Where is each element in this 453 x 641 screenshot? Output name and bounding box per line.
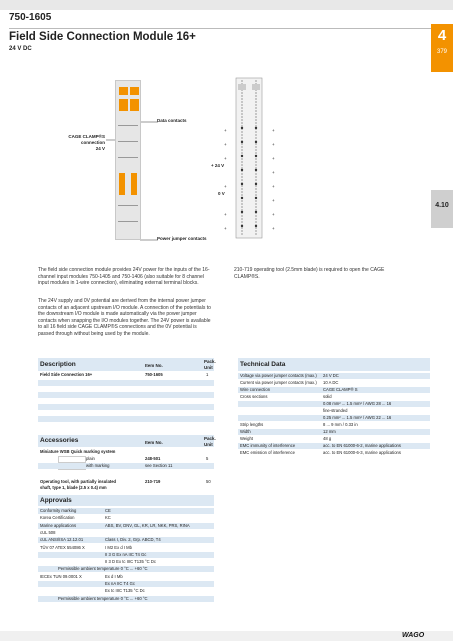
tech-key: EMC emission of interference <box>240 450 295 455</box>
approvals-heading: Approvals <box>40 497 72 504</box>
approval-key: Permissible ambient temperature 0 °C ... +60 °C <box>58 566 148 572</box>
approval-value: I M2 Ex d I Mb <box>105 544 132 550</box>
schematic-plus: + <box>272 156 275 161</box>
module-connector-right <box>130 99 139 111</box>
approval-key: Conformity marking <box>40 508 77 513</box>
description-paragraph-3: 210-719 operating tool (2.5mm blade) is required to open the CAGE CLAMP®S. <box>234 267 385 280</box>
schematic-plus: + <box>224 212 227 217</box>
approval-value: II 3 D Ex tc IIIC T135 °C Dc <box>105 559 156 565</box>
schematic-plus: + <box>272 198 275 203</box>
tech-value: 10 A DC <box>323 380 339 385</box>
page-subtitle: 24 V DC <box>9 46 32 52</box>
schematic-24v: + 24 V <box>211 163 225 168</box>
acc-row-plain-item: 248-501 <box>145 456 161 461</box>
acc-col-pack: Pack. <box>204 436 216 441</box>
schematic-plus: + <box>272 184 275 189</box>
acc-tool-line1: Operating tool, with partially insulated <box>40 479 117 484</box>
page-number: 379 <box>436 49 447 55</box>
tech-value: 0.08 mm² ... 1.5 mm² / AWG 28 ... 16 <box>323 401 392 406</box>
tech-value: fine-stranded <box>323 408 348 413</box>
schematic-plus: + <box>224 128 227 133</box>
section-tab-label: 4.10 <box>435 202 449 209</box>
schematic-plus: + <box>224 184 227 189</box>
accessories-heading: Accessories <box>40 437 79 444</box>
table-row <box>38 416 214 422</box>
acc-group-title: Miniature WSB Quick marking system <box>40 449 116 454</box>
acc-col-unit: Unit <box>204 442 213 447</box>
label-cage-clamp-line2: connection <box>80 140 105 145</box>
product-row-item: 750-1605 <box>145 372 163 377</box>
label-power-jumper: Power jumper contacts <box>157 236 207 241</box>
tech-key: EMC immunity of interference <box>240 443 296 448</box>
approval-value: Class I, Div. 2, Grp. ABCD, T4 <box>105 537 161 543</box>
module-stripe <box>118 157 138 158</box>
item-number: 750-1605 <box>9 12 52 23</box>
label-cage-clamp <box>55 134 105 152</box>
top-bar <box>0 0 453 10</box>
module-led-right <box>130 87 139 95</box>
schematic-plus: + <box>224 156 227 161</box>
approval-key: cUL ANSI/ISA 12.12.01 <box>40 537 84 543</box>
leader-power-jumper <box>140 239 158 241</box>
module-stripe <box>118 205 138 206</box>
technical-heading: Technical Data <box>240 361 286 368</box>
tech-key: Cross sections <box>240 394 268 399</box>
schematic-plus: + <box>272 170 275 175</box>
approval-key: IECEx TUN 09.0001 X <box>40 573 82 579</box>
tech-value: 0.25 mm² ... 1.5 mm² / AWG 22 ... 16 <box>323 415 392 420</box>
product-row-desc: Field Side Connection 16+ <box>40 372 93 377</box>
tech-value: 8 ... 9 mm / 0.33 in <box>323 422 358 427</box>
approval-value: CE <box>105 508 111 513</box>
approval-key: Korea Certification <box>40 515 75 521</box>
col-item-no: Item No. <box>145 363 163 368</box>
table-row <box>38 380 214 386</box>
approval-key: Permissible ambient temperature 0 °C ... +60 °C <box>58 595 148 601</box>
table-row <box>38 404 214 410</box>
module-image <box>115 80 141 240</box>
acc-tool-item: 210-719 <box>145 479 161 484</box>
schematic-0v: 0 V <box>218 191 225 196</box>
approval-value: Ex nA IIC T4 Gc <box>105 581 135 586</box>
schematic-plus: + <box>272 128 275 133</box>
col-unit: Unit <box>204 365 213 370</box>
chapter-number: 4 <box>437 27 447 44</box>
product-row-pack: 1 <box>206 372 209 377</box>
tech-value: 48 g <box>323 436 332 441</box>
wiring-schematic <box>228 76 270 240</box>
module-stripe <box>118 141 138 142</box>
description-paragraph-1: The field side connection module provides 24V power for the inputs of the 16-channel input modules 750-1405 and 750-1406 (also suitable for 8 channel input modules in 1-wire connection), eliminating external terminal blocks. <box>38 267 210 287</box>
module-stripe <box>118 125 138 126</box>
wago-logo: WAGO <box>402 632 425 639</box>
acc-row-marking: with marking <box>86 463 110 468</box>
approval-value: Ex tc IIIC T135 °C Dc <box>105 588 145 594</box>
schematic-plus: + <box>224 142 227 147</box>
section-tab[interactable] <box>431 190 453 228</box>
chapter-tab[interactable] <box>431 24 453 72</box>
approval-key: TÜV 07 ATEX 554086 X <box>40 544 85 550</box>
tech-value: 24 V DC <box>323 373 339 378</box>
module-connector-left <box>119 99 128 111</box>
description-heading: Description <box>40 361 76 368</box>
tech-value: acc. to EN 61000-6-2, marine applications <box>323 443 401 448</box>
header-divider <box>9 28 431 29</box>
acc-tool-pack: 50 <box>206 479 211 484</box>
acc-col-item-no: Item No. <box>145 440 163 445</box>
tech-key: Voltage via power jumper contacts (max.) <box>240 373 317 378</box>
tech-value: acc. to EN 61000-6-3, marine applications <box>323 450 401 455</box>
schematic-plus: + <box>272 212 275 217</box>
label-cage-clamp-line3: 24 V <box>95 146 105 151</box>
tech-value: 12 mm <box>323 429 336 434</box>
tech-key: Width <box>240 429 251 434</box>
approval-value: Ex d I Mb <box>105 573 123 579</box>
table-row <box>38 392 214 398</box>
tech-key: Strip lengths <box>240 422 264 427</box>
tech-key: Wire connection <box>240 387 271 392</box>
description-paragraph-2: The 24V supply and 0V potential are derived from the internal power jumper contacts of an adjacent upstream I/O module. A connection of the potentials to the downstream I/O module is made automatically via the power jumper contacts when snapping the I/O modules together. The 24V power is available to all 16 field side CAGE CLAMP®S connections and the 0V potential is passed through without being used by the module. <box>38 298 211 337</box>
module-jumper-right <box>131 173 137 195</box>
acc-row-plain: plain <box>86 456 95 461</box>
footer-bar <box>0 631 453 641</box>
approval-value: II 3 G Ex nA IIC T4 Gc <box>105 551 147 557</box>
approval-value: KC <box>105 515 111 521</box>
tech-key: Current via power jumper contacts (max.) <box>240 380 317 385</box>
tech-key: Weight <box>240 436 253 441</box>
acc-row-marking-item: see Section 11 <box>145 463 173 468</box>
module-jumper-left <box>119 173 125 195</box>
table-row <box>38 463 214 469</box>
schematic-plus: + <box>224 226 227 231</box>
page-title: Field Side Connection Module 16+ <box>9 31 196 43</box>
schematic-plus: + <box>272 142 275 147</box>
approval-key: cUL 508 <box>40 529 56 535</box>
col-pack: Pack. <box>204 359 216 364</box>
approval-key: Marine applications <box>40 522 77 528</box>
module-led-left <box>119 87 128 95</box>
label-data-contacts: Data contacts <box>157 118 187 123</box>
tech-value: solid <box>323 394 332 399</box>
acc-row-plain-pack: 5 <box>206 456 209 461</box>
acc-tool-line2: shaft, type 1, blade (2.5 x 0.4) mm <box>40 485 107 490</box>
module-stripe <box>118 221 138 222</box>
tech-value: CAGE CLAMP® S <box>323 387 358 392</box>
schematic-plus: + <box>272 226 275 231</box>
label-cage-clamp-line1: CAGE CLAMP®S <box>68 134 105 139</box>
approval-value: ABS, BV, DNV, GL, KR, LR, NKK, PRS, RINA <box>105 522 190 528</box>
